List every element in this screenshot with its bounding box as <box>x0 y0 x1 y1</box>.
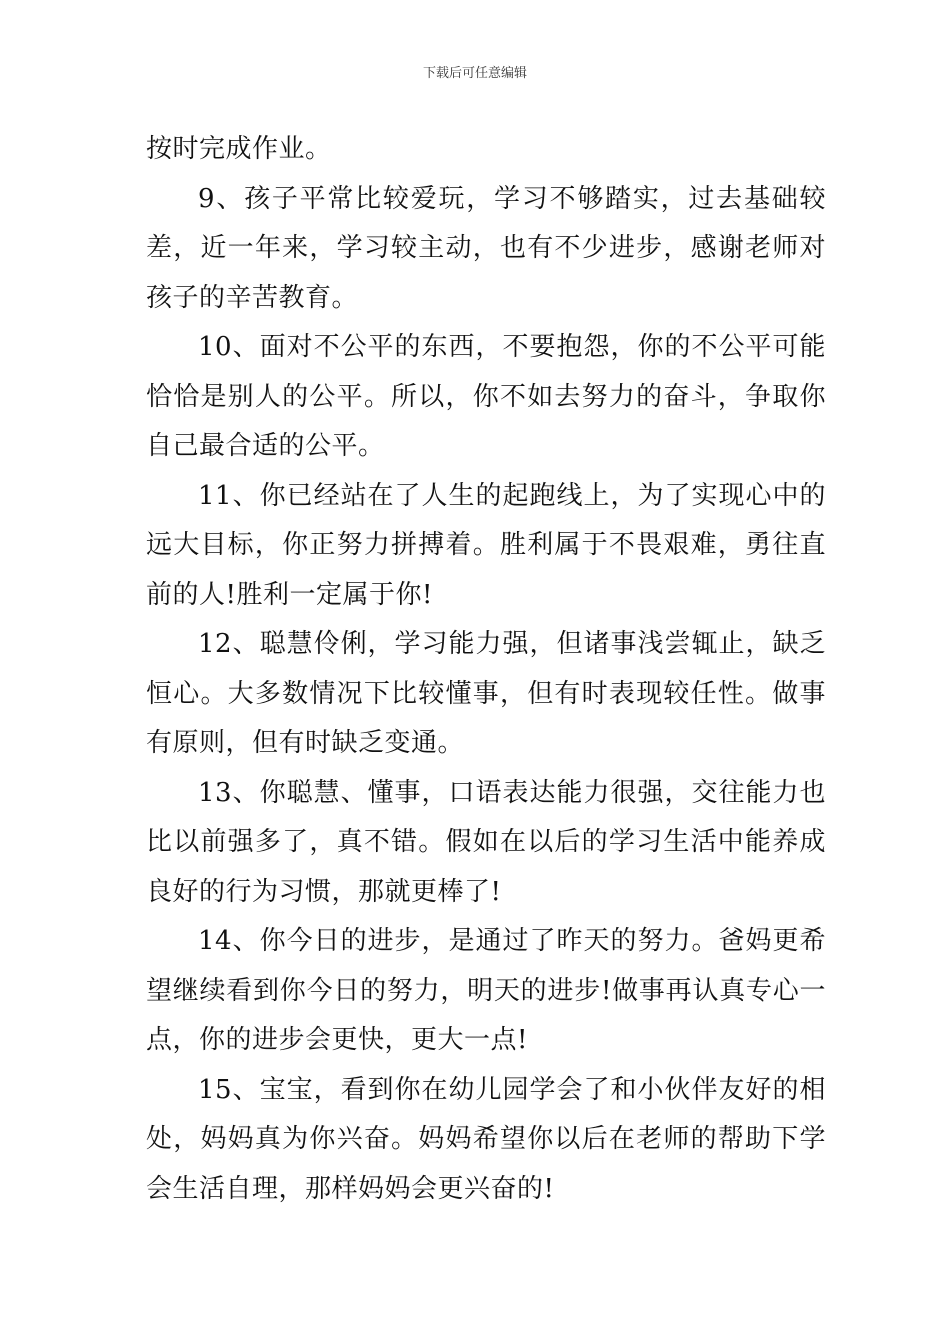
paragraph: 9、孩子平常比较爱玩，学习不够踏实，过去基础较差，近一年来，学习较主动，也有不少进步，感谢老师对孩子的辛苦教育。 <box>146 183 826 313</box>
paragraph: 14、你今日的进步，是通过了昨天的努力。爸妈更希望继续看到你今日的努力，明天的进步!做事再认真专心一点，你的进步会更快，更大一点! <box>146 926 826 1055</box>
paragraph: 11、你已经站在了人生的起跑线上，为了实现心中的远大目标，你正努力拼搏着。胜利属于不畏艰难，勇往直前的人!胜利一定属于你! <box>146 480 826 610</box>
paragraph: 10、面对不公平的东西，不要抱怨，你的不公平可能恰恰是别人的公平。所以，你不如去努力的奋斗，争取你自己最合适的公平。 <box>146 332 826 461</box>
paragraph: 12、聪慧伶俐，学习能力强，但诸事浅尝辄止，缺乏恒心。大多数情况下比较懂事，但有时表现较任性。做事有原则，但有时缺乏变通。 <box>146 629 826 758</box>
paragraph: 15、宝宝，看到你在幼儿园学会了和小伙伴友好的相处，妈妈真为你兴奋。妈妈希望你以后在老师的帮助下学会生活自理，那样妈妈会更兴奋的! <box>146 1074 826 1204</box>
paragraph: 按时完成作业。 <box>146 134 332 164</box>
page-header: 下载后可任意编辑 <box>422 66 527 81</box>
paragraph: 13、你聪慧、懂事，口语表达能力很强，交往能力也比以前强多了，真不错。假如在以后的学习生活中能养成良好的行为习惯，那就更棒了! <box>146 777 826 907</box>
document-body <box>146 125 826 1214</box>
